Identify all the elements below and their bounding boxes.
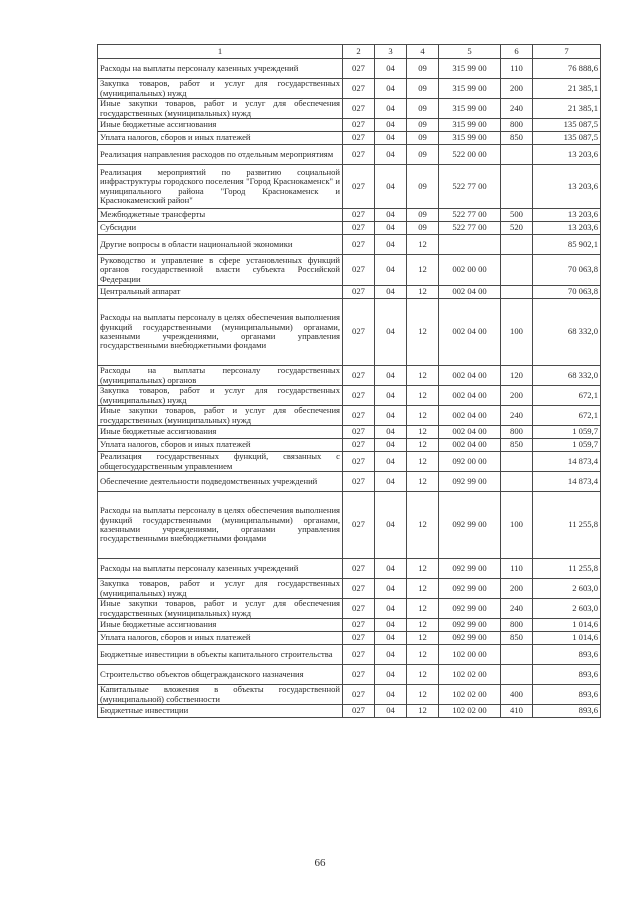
cell-amount: 68 332,0 <box>533 366 601 386</box>
cell-amount: 21 385,1 <box>533 79 601 99</box>
cell-subsection: 12 <box>407 452 439 472</box>
header-cell-5: 5 <box>439 45 501 59</box>
table-row <box>98 235 601 255</box>
cell-subsection: 12 <box>407 366 439 386</box>
cell-admin-code: 027 <box>343 222 375 235</box>
cell-name: Реализация государственных функций, связанных с общегосударственным управлением <box>98 452 343 472</box>
table-row <box>98 299 601 366</box>
cell-subsection: 12 <box>407 619 439 632</box>
cell-expense-type <box>501 235 533 255</box>
cell-admin-code: 027 <box>343 255 375 286</box>
cell-admin-code: 027 <box>343 559 375 579</box>
cell-subsection: 12 <box>407 599 439 619</box>
cell-section: 04 <box>375 599 407 619</box>
header-cell-6: 6 <box>501 45 533 59</box>
cell-name: Расходы на выплаты персоналу казенных учреждений <box>98 559 343 579</box>
cell-section: 04 <box>375 406 407 426</box>
cell-subsection: 09 <box>407 165 439 209</box>
cell-subsection: 12 <box>407 286 439 299</box>
cell-target-article: 002 04 00 <box>439 439 501 452</box>
cell-name: Бюджетные инвестиции <box>98 705 343 718</box>
cell-admin-code: 027 <box>343 145 375 165</box>
cell-admin-code: 027 <box>343 299 375 366</box>
cell-expense-type: 850 <box>501 439 533 452</box>
cell-admin-code: 027 <box>343 685 375 705</box>
cell-section: 04 <box>375 145 407 165</box>
table-row <box>98 222 601 235</box>
cell-target-article: 315 99 00 <box>439 59 501 79</box>
cell-admin-code: 027 <box>343 579 375 599</box>
cell-admin-code: 027 <box>343 79 375 99</box>
cell-section: 04 <box>375 386 407 406</box>
cell-subsection: 09 <box>407 99 439 119</box>
cell-admin-code: 027 <box>343 492 375 559</box>
cell-expense-type <box>501 472 533 492</box>
cell-expense-type: 100 <box>501 299 533 366</box>
table-row <box>98 559 601 579</box>
table-row <box>98 619 601 632</box>
cell-expense-type <box>501 452 533 472</box>
cell-target-article: 092 99 00 <box>439 632 501 645</box>
cell-amount: 76 888,6 <box>533 59 601 79</box>
cell-subsection: 12 <box>407 299 439 366</box>
table-row <box>98 632 601 645</box>
cell-section: 04 <box>375 366 407 386</box>
table-row <box>98 426 601 439</box>
cell-name: Иные бюджетные ассигнования <box>98 619 343 632</box>
cell-target-article <box>439 235 501 255</box>
cell-expense-type <box>501 145 533 165</box>
cell-section: 04 <box>375 579 407 599</box>
cell-target-article: 002 04 00 <box>439 406 501 426</box>
cell-target-article: 092 99 00 <box>439 579 501 599</box>
cell-target-article: 002 04 00 <box>439 299 501 366</box>
cell-subsection: 12 <box>407 685 439 705</box>
cell-section: 04 <box>375 426 407 439</box>
cell-amount: 13 203,6 <box>533 145 601 165</box>
cell-subsection: 09 <box>407 222 439 235</box>
cell-section: 04 <box>375 119 407 132</box>
cell-expense-type: 120 <box>501 366 533 386</box>
cell-expense-type: 200 <box>501 386 533 406</box>
table-body <box>98 59 601 718</box>
cell-subsection: 09 <box>407 79 439 99</box>
cell-target-article: 002 00 00 <box>439 255 501 286</box>
cell-subsection: 09 <box>407 145 439 165</box>
table-row <box>98 665 601 685</box>
cell-name: Строительство объектов общегражданского назначения <box>98 665 343 685</box>
budget-table <box>97 44 601 718</box>
cell-target-article: 092 99 00 <box>439 492 501 559</box>
cell-target-article: 315 99 00 <box>439 99 501 119</box>
cell-name: Уплата налогов, сборов и иных платежей <box>98 132 343 145</box>
cell-amount: 85 902,1 <box>533 235 601 255</box>
cell-subsection: 12 <box>407 559 439 579</box>
cell-subsection: 09 <box>407 59 439 79</box>
cell-expense-type <box>501 665 533 685</box>
cell-section: 04 <box>375 132 407 145</box>
cell-amount: 13 203,6 <box>533 165 601 209</box>
cell-target-article: 092 00 00 <box>439 452 501 472</box>
cell-amount: 1 059,7 <box>533 439 601 452</box>
cell-amount: 1 014,6 <box>533 619 601 632</box>
cell-expense-type: 800 <box>501 619 533 632</box>
cell-name: Иные закупки товаров, работ и услуг для обеспечения государственных (муниципальных) нужд <box>98 99 343 119</box>
cell-amount: 893,6 <box>533 685 601 705</box>
cell-target-article: 102 02 00 <box>439 665 501 685</box>
cell-name: Субсидии <box>98 222 343 235</box>
cell-target-article: 522 77 00 <box>439 165 501 209</box>
cell-name: Расходы на выплаты персоналу в целях обеспечения выполнения функций государственными (муниципальными) органами, казенными учреждениями, органами управления государственными внебюджетными фондами <box>98 299 343 366</box>
table-row <box>98 492 601 559</box>
table-row <box>98 165 601 209</box>
cell-admin-code: 027 <box>343 439 375 452</box>
cell-name: Расходы на выплаты персоналу государственных (муниципальных) органов <box>98 366 343 386</box>
cell-section: 04 <box>375 439 407 452</box>
cell-name: Расходы на выплаты персоналу в целях обеспечения выполнения функций государственными (муниципальными) органами, казенными учреждениями, органами управления государственными внебюджетными фондами <box>98 492 343 559</box>
table-row <box>98 645 601 665</box>
cell-admin-code: 027 <box>343 286 375 299</box>
table-row <box>98 119 601 132</box>
cell-subsection: 12 <box>407 426 439 439</box>
cell-amount: 135 087,5 <box>533 119 601 132</box>
cell-expense-type: 240 <box>501 406 533 426</box>
cell-target-article: 102 00 00 <box>439 645 501 665</box>
cell-expense-type: 110 <box>501 59 533 79</box>
cell-subsection: 09 <box>407 209 439 222</box>
cell-name: Обеспечение деятельности подведомственных учреждений <box>98 472 343 492</box>
cell-name: Иные закупки товаров, работ и услуг для обеспечения государственных (муниципальных) нужд <box>98 599 343 619</box>
cell-target-article: 315 99 00 <box>439 119 501 132</box>
cell-name: Реализация мероприятий по развитию социальной инфраструктуры городского поселения "Город Краснокаменск" и муниципального района "Город Краснокаменск и Краснокаменский район" <box>98 165 343 209</box>
cell-expense-type: 200 <box>501 79 533 99</box>
cell-admin-code: 027 <box>343 59 375 79</box>
cell-name: Иные бюджетные ассигнования <box>98 426 343 439</box>
cell-amount: 14 873,4 <box>533 452 601 472</box>
cell-amount: 1 059,7 <box>533 426 601 439</box>
cell-name: Закупка товаров, работ и услуг для государственных (муниципальных) нужд <box>98 79 343 99</box>
table-row <box>98 132 601 145</box>
cell-target-article: 092 99 00 <box>439 472 501 492</box>
cell-subsection: 12 <box>407 472 439 492</box>
cell-target-article: 102 02 00 <box>439 705 501 718</box>
cell-section: 04 <box>375 59 407 79</box>
cell-admin-code: 027 <box>343 632 375 645</box>
cell-section: 04 <box>375 299 407 366</box>
cell-amount: 68 332,0 <box>533 299 601 366</box>
cell-expense-type: 240 <box>501 599 533 619</box>
cell-expense-type: 400 <box>501 685 533 705</box>
cell-section: 04 <box>375 99 407 119</box>
cell-name: Расходы на выплаты персоналу казенных учреждений <box>98 59 343 79</box>
cell-admin-code: 027 <box>343 209 375 222</box>
cell-admin-code: 027 <box>343 426 375 439</box>
cell-name: Бюджетные инвестиции в объекты капитального строительства <box>98 645 343 665</box>
cell-admin-code: 027 <box>343 619 375 632</box>
cell-amount: 21 385,1 <box>533 99 601 119</box>
table-row <box>98 59 601 79</box>
page-number: 66 <box>314 857 326 869</box>
cell-amount: 893,6 <box>533 665 601 685</box>
cell-subsection: 12 <box>407 235 439 255</box>
cell-expense-type: 500 <box>501 209 533 222</box>
cell-section: 04 <box>375 452 407 472</box>
cell-expense-type <box>501 165 533 209</box>
cell-section: 04 <box>375 472 407 492</box>
table-row <box>98 439 601 452</box>
cell-target-article: 092 99 00 <box>439 559 501 579</box>
cell-section: 04 <box>375 79 407 99</box>
cell-target-article: 522 77 00 <box>439 222 501 235</box>
cell-target-article: 102 02 00 <box>439 685 501 705</box>
table-row <box>98 79 601 99</box>
cell-subsection: 12 <box>407 439 439 452</box>
table-row <box>98 579 601 599</box>
cell-expense-type: 100 <box>501 492 533 559</box>
table-row <box>98 99 601 119</box>
table-row <box>98 406 601 426</box>
cell-admin-code: 027 <box>343 119 375 132</box>
cell-admin-code: 027 <box>343 452 375 472</box>
cell-expense-type: 800 <box>501 119 533 132</box>
header-cell-1: 1 <box>98 45 343 59</box>
cell-subsection: 12 <box>407 406 439 426</box>
header-cell-3: 3 <box>375 45 407 59</box>
cell-target-article: 522 00 00 <box>439 145 501 165</box>
table-row <box>98 472 601 492</box>
table-row <box>98 145 601 165</box>
header-cell-2: 2 <box>343 45 375 59</box>
cell-admin-code: 027 <box>343 99 375 119</box>
cell-expense-type: 240 <box>501 99 533 119</box>
cell-expense-type: 850 <box>501 132 533 145</box>
cell-amount: 1 014,6 <box>533 632 601 645</box>
cell-section: 04 <box>375 222 407 235</box>
cell-amount: 893,6 <box>533 705 601 718</box>
cell-subsection: 12 <box>407 665 439 685</box>
cell-section: 04 <box>375 492 407 559</box>
cell-amount: 13 203,6 <box>533 222 601 235</box>
cell-expense-type: 200 <box>501 579 533 599</box>
cell-target-article: 315 99 00 <box>439 132 501 145</box>
cell-amount: 893,6 <box>533 645 601 665</box>
cell-amount: 14 873,4 <box>533 472 601 492</box>
table-row <box>98 705 601 718</box>
cell-name: Закупка товаров, работ и услуг для государственных (муниципальных) нужд <box>98 579 343 599</box>
cell-admin-code: 027 <box>343 665 375 685</box>
cell-name: Реализация направления расходов по отдельным мероприятиям <box>98 145 343 165</box>
cell-name: Капитальные вложения в объекты государственной (муниципальной) собственности <box>98 685 343 705</box>
table-row <box>98 286 601 299</box>
cell-admin-code: 027 <box>343 472 375 492</box>
cell-amount: 11 255,8 <box>533 559 601 579</box>
header-cell-7: 7 <box>533 45 601 59</box>
cell-subsection: 12 <box>407 492 439 559</box>
cell-amount: 672,1 <box>533 386 601 406</box>
table-row <box>98 209 601 222</box>
cell-expense-type: 110 <box>501 559 533 579</box>
cell-amount: 13 203,6 <box>533 209 601 222</box>
cell-section: 04 <box>375 685 407 705</box>
cell-section: 04 <box>375 286 407 299</box>
cell-admin-code: 027 <box>343 165 375 209</box>
cell-admin-code: 027 <box>343 235 375 255</box>
cell-subsection: 12 <box>407 632 439 645</box>
cell-subsection: 12 <box>407 386 439 406</box>
cell-target-article: 002 04 00 <box>439 286 501 299</box>
cell-admin-code: 027 <box>343 705 375 718</box>
cell-target-article: 092 99 00 <box>439 599 501 619</box>
cell-amount: 70 063,8 <box>533 286 601 299</box>
cell-target-article: 002 04 00 <box>439 386 501 406</box>
cell-amount: 2 603,0 <box>533 599 601 619</box>
cell-subsection: 12 <box>407 579 439 599</box>
cell-admin-code: 027 <box>343 132 375 145</box>
cell-section: 04 <box>375 705 407 718</box>
cell-target-article: 002 04 00 <box>439 366 501 386</box>
cell-admin-code: 027 <box>343 386 375 406</box>
table-row <box>98 366 601 386</box>
cell-name: Иные бюджетные ассигнования <box>98 119 343 132</box>
cell-subsection: 09 <box>407 132 439 145</box>
cell-expense-type <box>501 645 533 665</box>
cell-amount: 2 603,0 <box>533 579 601 599</box>
cell-name: Другие вопросы в области национальной экономики <box>98 235 343 255</box>
cell-section: 04 <box>375 255 407 286</box>
cell-name: Руководство и управление в сфере установленных функций органов государственной власти субъекта Российской Федерации <box>98 255 343 286</box>
table-row <box>98 599 601 619</box>
cell-admin-code: 027 <box>343 406 375 426</box>
table-row <box>98 452 601 472</box>
cell-amount: 70 063,8 <box>533 255 601 286</box>
cell-expense-type <box>501 255 533 286</box>
cell-amount: 672,1 <box>533 406 601 426</box>
cell-amount: 11 255,8 <box>533 492 601 559</box>
cell-name: Иные закупки товаров, работ и услуг для обеспечения государственных (муниципальных) нужд <box>98 406 343 426</box>
cell-target-article: 522 77 00 <box>439 209 501 222</box>
cell-target-article: 092 99 00 <box>439 619 501 632</box>
cell-name: Центральный аппарат <box>98 286 343 299</box>
cell-target-article: 315 99 00 <box>439 79 501 99</box>
table-row <box>98 255 601 286</box>
cell-section: 04 <box>375 235 407 255</box>
cell-name: Межбюджетные трансферты <box>98 209 343 222</box>
cell-section: 04 <box>375 619 407 632</box>
cell-section: 04 <box>375 645 407 665</box>
cell-name: Уплата налогов, сборов и иных платежей <box>98 632 343 645</box>
table-row <box>98 386 601 406</box>
cell-section: 04 <box>375 665 407 685</box>
cell-admin-code: 027 <box>343 599 375 619</box>
cell-subsection: 12 <box>407 255 439 286</box>
cell-amount: 135 087,5 <box>533 132 601 145</box>
cell-name: Уплата налогов, сборов и иных платежей <box>98 439 343 452</box>
table-row <box>98 685 601 705</box>
header-row <box>98 45 601 59</box>
cell-target-article: 002 04 00 <box>439 426 501 439</box>
cell-expense-type: 520 <box>501 222 533 235</box>
cell-admin-code: 027 <box>343 366 375 386</box>
cell-section: 04 <box>375 632 407 645</box>
cell-section: 04 <box>375 559 407 579</box>
cell-expense-type: 800 <box>501 426 533 439</box>
cell-admin-code: 027 <box>343 645 375 665</box>
cell-section: 04 <box>375 209 407 222</box>
cell-subsection: 09 <box>407 119 439 132</box>
cell-expense-type <box>501 286 533 299</box>
cell-name: Закупка товаров, работ и услуг для государственных (муниципальных) нужд <box>98 386 343 406</box>
cell-section: 04 <box>375 165 407 209</box>
cell-subsection: 12 <box>407 705 439 718</box>
header-cell-4: 4 <box>407 45 439 59</box>
cell-expense-type: 850 <box>501 632 533 645</box>
cell-subsection: 12 <box>407 645 439 665</box>
cell-expense-type: 410 <box>501 705 533 718</box>
